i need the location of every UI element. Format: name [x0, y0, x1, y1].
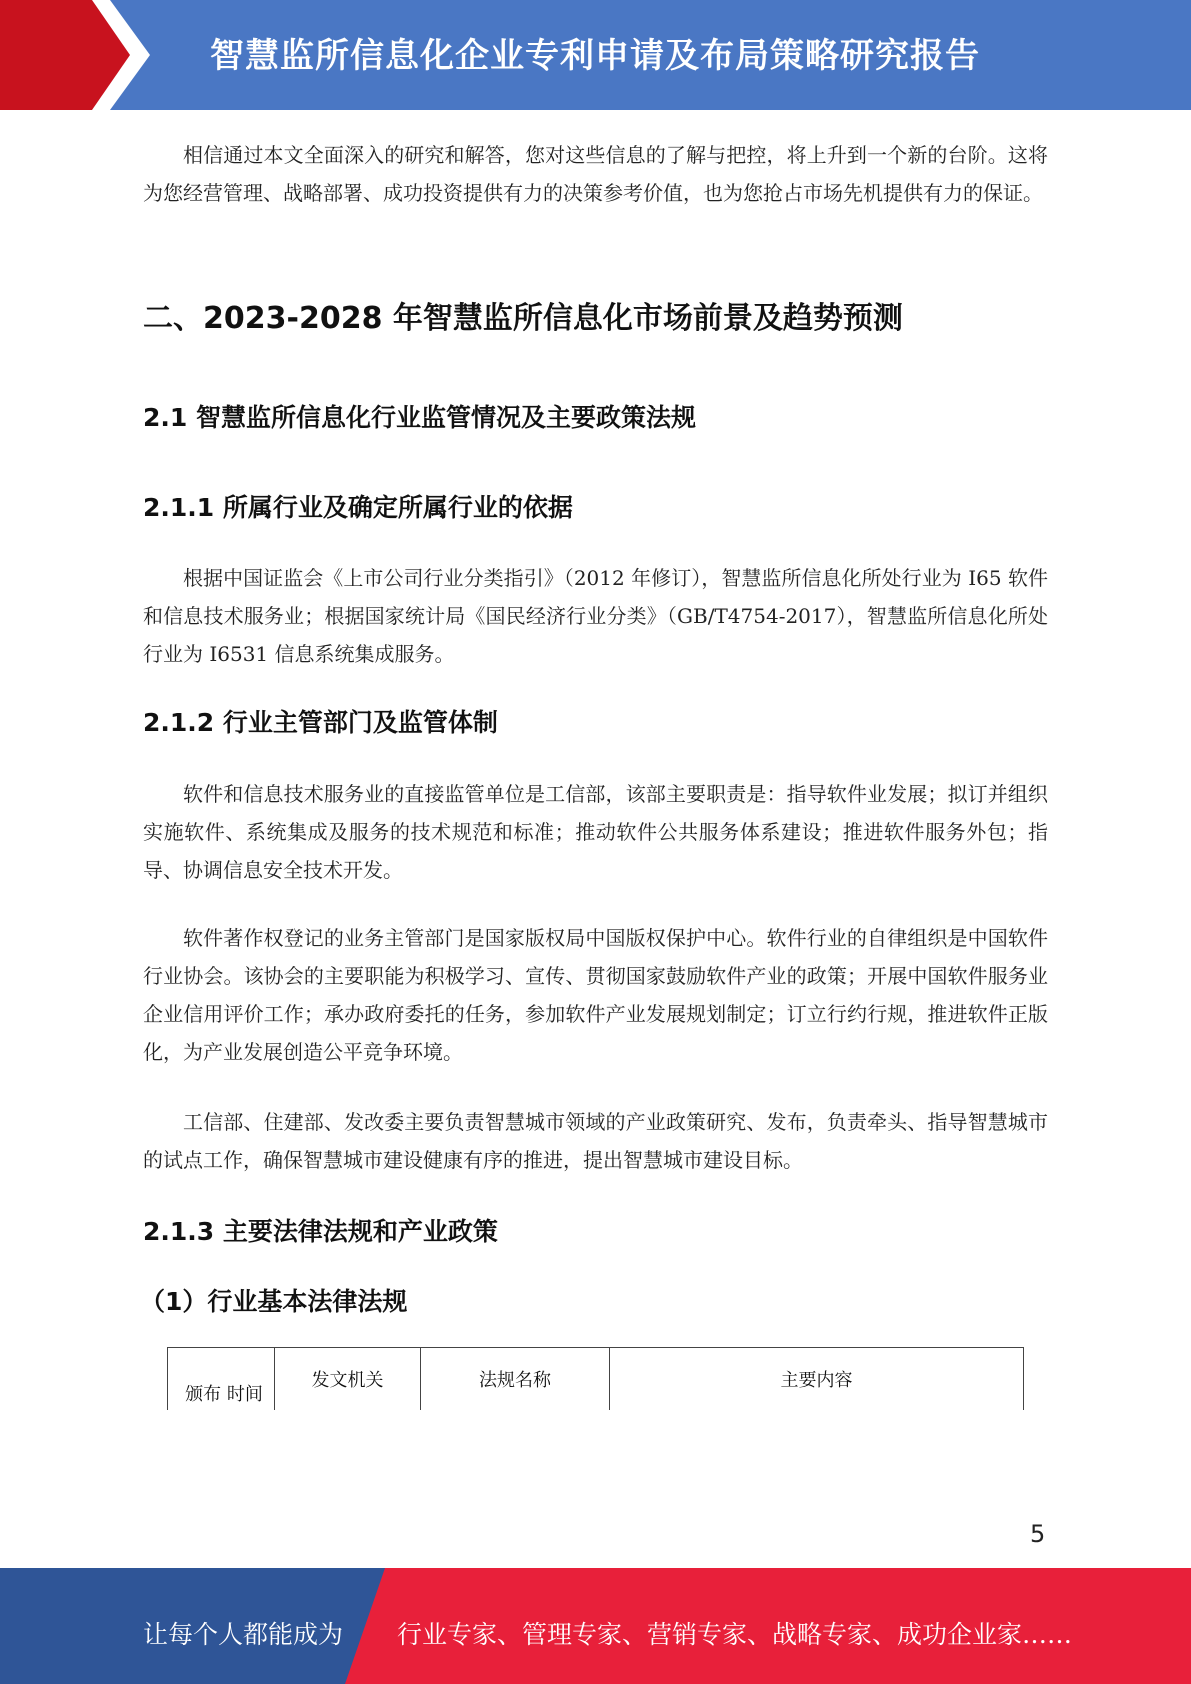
page-number: 5	[1030, 1520, 1046, 1548]
section-2-title: 二、2023-2028 年智慧监所信息化市场前景及趋势预测	[143, 301, 903, 336]
section-2-1-2-body-1	[143, 775, 1048, 889]
section-2-1-1-paragraph: 根据中国证监会《上市公司行业分类指引》（2012 年修订），智慧监所信息化所处行业为 I65 软件和信息技术服务业；根据国家统计局《国民经济行业分类》（GB/T4754-2017），智慧监所信息化所处行业为 I6531 信息系统集成服务。	[143, 566, 1048, 666]
header-title: 智慧监所信息化企业专利申请及布局策略研究报告	[210, 36, 980, 76]
footer-right-slogan: 行业专家、管理专家、营销专家、战略专家、成功企业家……	[397, 1620, 1073, 1649]
table-header-regulation-name	[421, 1348, 610, 1411]
table-header-issuing-authority	[275, 1348, 421, 1411]
subsection-laws-title: （1）行业基本法律法规	[140, 1287, 408, 1316]
table-header-issue-time: 颁布 时间	[168, 1348, 275, 1411]
intro-section	[143, 136, 1048, 212]
footer-left-slogan: 让每个人都能成为	[143, 1620, 344, 1649]
section-2-1-2-paragraph-2: 软件著作权登记的业务主管部门是国家版权局中国版权保护中心。软件行业的自律组织是中国软件行业协会。该协会的主要职能为积极学习、宣传、贯彻国家鼓励软件产业的政策；开展中国软件服务业企业信用评价工作；承办政府委托的任务，参加软件产业发展规划制定；订立行约行规，推进软件正版化，为产业发展创造公平竞争环境。	[143, 926, 1048, 1064]
laws-table-header-row	[168, 1348, 1024, 1411]
section-2-1-2-title: 2.1.2 行业主管部门及监管体制	[143, 708, 498, 737]
section-2-1-2-paragraph-1: 软件和信息技术服务业的直接监管单位是工信部，该部主要职责是：指导软件业发展；拟订并组织实施软件、系统集成及服务的技术规范和标准；推动软件公共服务体系建设；推进软件服务外包；指导、协调信息安全技术开发。	[143, 782, 1048, 882]
section-2-1-1-body	[143, 559, 1048, 673]
header-red-arrow-shape	[0, 0, 150, 110]
laws-table	[167, 1347, 1024, 1410]
table-header-issuing-authority-label: 发文机关	[311, 1370, 384, 1391]
section-2-1-title: 2.1 智慧监所信息化行业监管情况及主要政策法规	[143, 403, 696, 432]
section-2-1-2-body-2	[143, 919, 1048, 1071]
section-2-1-3-title: 2.1.3 主要法律法规和产业政策	[143, 1217, 498, 1246]
section-2-1-1-title: 2.1.1 所属行业及确定所属行业的依据	[143, 493, 573, 522]
section-2-1-2-body-3	[143, 1103, 1048, 1179]
section-2-1-2-paragraph-3: 工信部、住建部、发改委主要负责智慧城市领域的产业政策研究、发布，负责牵头、指导智慧城市的试点工作，确保智慧城市建设健康有序的推进，提出智慧城市建设目标。	[143, 1110, 1048, 1172]
table-header-main-content-label: 主要内容	[780, 1370, 853, 1391]
table-header-regulation-name-label: 法规名称	[479, 1370, 551, 1391]
intro-paragraph: 相信通过本文全面深入的研究和解答，您对这些信息的了解与把控，将上升到一个新的台阶。这将为您经营管理、战略部署、成功投资提供有力的决策参考价值，也为您抢占市场先机提供有力的保证。	[143, 143, 1048, 205]
table-header-main-content	[610, 1348, 1024, 1411]
